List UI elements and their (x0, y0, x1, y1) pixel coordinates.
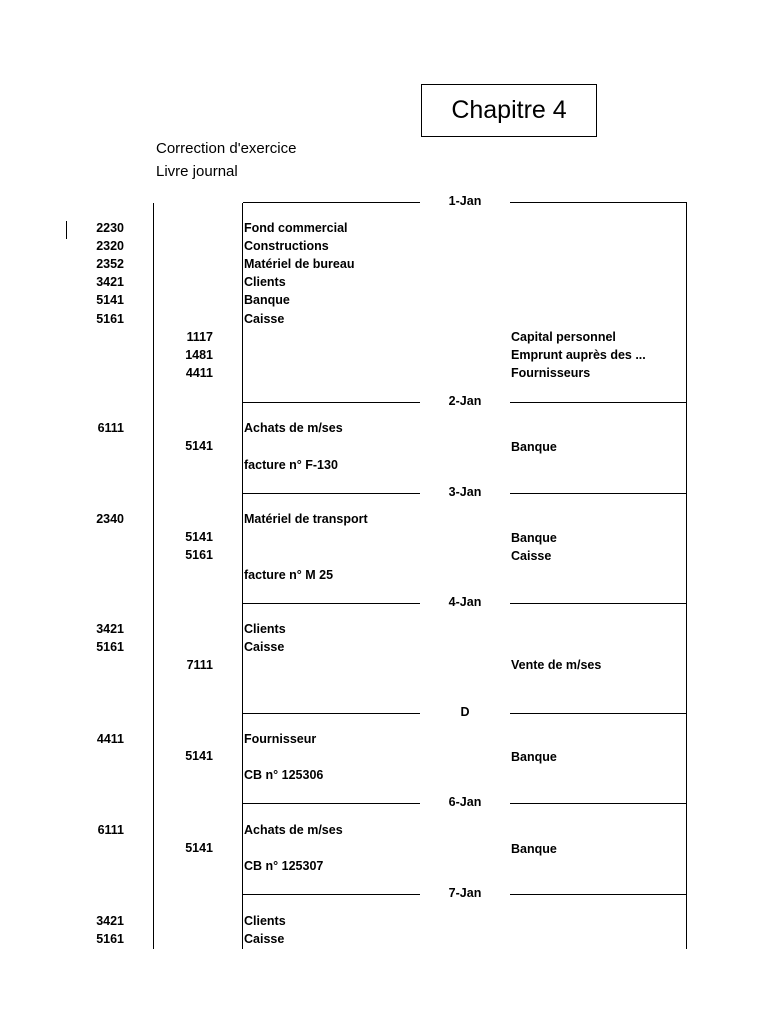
entry-separator-left (243, 202, 420, 203)
debit-account-number: 5161 (96, 932, 124, 946)
debit-account-label: Clients (244, 622, 286, 636)
debit-account-label: Clients (244, 275, 286, 289)
entry-separator-left (243, 603, 420, 604)
debit-account-number: 2352 (96, 257, 124, 271)
debit-account-number: 6111 (97, 421, 124, 435)
credit-account-label: Banque (511, 750, 557, 764)
debit-account-label: Achats de m/ses (244, 421, 343, 435)
debit-account-number: 2320 (96, 239, 124, 253)
credit-account-number: 1481 (185, 348, 213, 362)
entry-note: facture n° F-130 (244, 458, 338, 472)
page-title: Chapitre 4 (421, 84, 597, 137)
entry-note: CB n° 125307 (244, 859, 324, 873)
credit-account-label: Capital personnel (511, 330, 616, 344)
debit-account-label: Fournisseur (244, 732, 317, 746)
credit-account-number: 5141 (185, 439, 213, 453)
debit-account-label: Achats de m/ses (244, 823, 343, 837)
entry-date: 3-Jan (448, 485, 482, 499)
credit-account-number: 5141 (185, 841, 213, 855)
credit-account-label: Vente de m/ses (511, 658, 602, 672)
subtitle-journal: Livre journal (156, 163, 238, 180)
credit-account-label: Banque (511, 842, 557, 856)
entry-date: 4-Jan (448, 595, 482, 609)
credit-account-number: 1117 (186, 330, 213, 344)
entry-date: 7-Jan (448, 886, 482, 900)
credit-account-number: 5161 (185, 548, 213, 562)
entry-date: 6-Jan (448, 795, 482, 809)
debit-account-number: 4411 (96, 732, 124, 746)
credit-account-number: 7111 (186, 658, 213, 672)
entry-separator-left (243, 493, 420, 494)
entry-separator-right (510, 493, 687, 494)
entry-separator-right (510, 713, 687, 714)
entry-separator-right (510, 803, 687, 804)
entry-separator-left (243, 713, 420, 714)
debit-account-number: 5141 (96, 293, 124, 307)
debit-account-number: 2340 (96, 512, 124, 526)
left-margin-line (153, 203, 154, 949)
debit-account-number: 5161 (96, 640, 124, 654)
debit-account-label: Constructions (244, 239, 329, 253)
table-right-border (686, 203, 687, 949)
credit-account-label: Banque (511, 440, 557, 454)
debit-account-number: 3421 (96, 622, 124, 636)
debit-account-number: 3421 (96, 914, 124, 928)
entry-separator-left (243, 803, 420, 804)
debit-account-label: Matériel de bureau (244, 257, 355, 271)
entry-separator-right (510, 202, 687, 203)
entry-date: 1-Jan (448, 194, 482, 208)
entry-note: facture n° M 25 (244, 568, 334, 582)
credit-account-label: Emprunt auprès des ... (511, 348, 646, 362)
debit-account-label: Matériel de transport (244, 512, 368, 526)
debit-account-label: Caisse (244, 932, 285, 946)
debit-account-label: Banque (244, 293, 290, 307)
credit-account-number: 5141 (185, 749, 213, 763)
debit-account-label: Caisse (244, 312, 285, 326)
entry-separator-right (510, 894, 687, 895)
debit-account-number: 2230 (96, 221, 124, 235)
debit-account-number: 5161 (96, 312, 124, 326)
entry-date: 2-Jan (448, 394, 482, 408)
entry-separator-right (510, 402, 687, 403)
entry-separator-left (243, 894, 420, 895)
table-left-border (242, 203, 243, 949)
text-cursor (66, 221, 67, 239)
entry-note: CB n° 125306 (244, 768, 324, 782)
debit-account-number: 3421 (96, 275, 124, 289)
entry-date: D (460, 705, 470, 719)
debit-account-number: 6111 (97, 823, 124, 837)
credit-account-label: Banque (511, 531, 557, 545)
credit-account-label: Caisse (511, 549, 552, 563)
debit-account-label: Fond commercial (244, 221, 348, 235)
credit-account-number: 5141 (185, 530, 213, 544)
subtitle-correction: Correction d'exercice (156, 140, 297, 157)
credit-account-label: Fournisseurs (511, 366, 591, 380)
credit-account-number: 4411 (185, 366, 213, 380)
debit-account-label: Caisse (244, 640, 285, 654)
entry-separator-left (243, 402, 420, 403)
debit-account-label: Clients (244, 914, 286, 928)
entry-separator-right (510, 603, 687, 604)
